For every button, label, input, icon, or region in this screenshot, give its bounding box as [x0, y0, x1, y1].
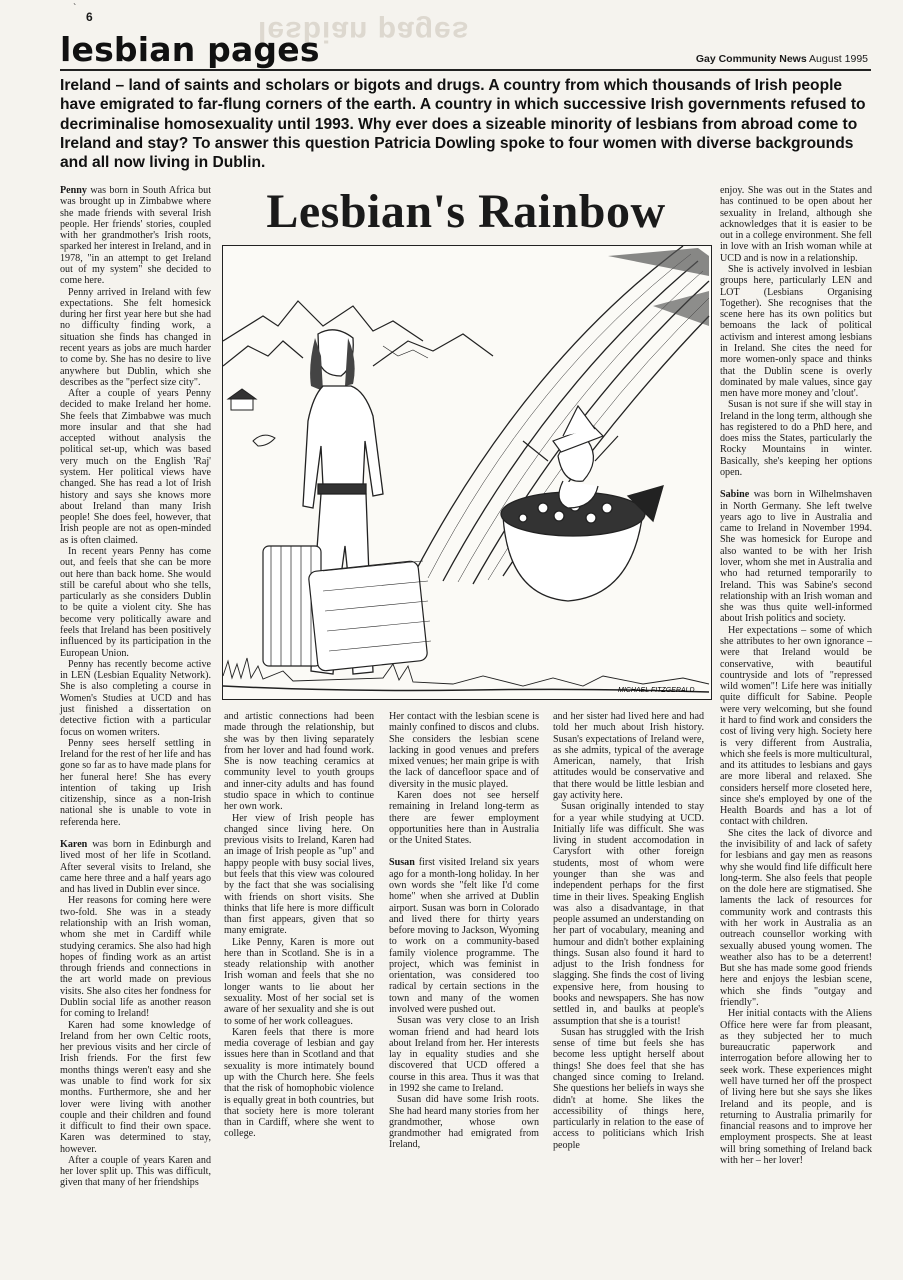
article-column-4	[553, 711, 704, 1151]
bird	[253, 435, 275, 446]
publication-name: Gay Community News	[695, 53, 807, 65]
paragraph: Her reasons for coming here were two-fold. She was in a steady relationship with an Irish woman, whom she met in Cardiff while studying ceramics. She also had high hopes of finding work as an artist through friends and connections in the art world made on previous visits. She also cites her fondness for Dublin social life as another reason for coming to Ireland!	[60, 895, 211, 1020]
leprechaun	[523, 406, 618, 508]
paragraph: Penny was born in South Africa but was brought up in Zimbabwe where she made friends with several Irish people. Her friends' stories, coupled with her grandmother's Irish roots, sparked her interest in Ireland, and in 1978, "in an attempt to get Ireland out of my system" she decided to come here.	[60, 185, 211, 287]
page-number: 6	[86, 10, 93, 24]
paragraph: Susan originally intended to stay for a year while studying at UCD. Initially life was difficult. She was living in student accomodation in Carysfort with other foreign students, most of whom were younger than she was and independent perhaps for the first time in their lives. Speaking English was also a disadvantage, in that people assumed an understanding on her part of vocabulary, meaning and humour and didn't bother explaining things. Susan also found it hard to adjust to the Irish fondness for slagging. She finds the cost of living expensive here, from housing to books and newspapers. She has now settled in, and baulks at people's assumption that she is a tourist!	[553, 801, 704, 1027]
article-headline: Lesbian's Rainbow	[266, 185, 666, 238]
issue-date: August 1995	[809, 53, 868, 65]
house	[228, 389, 256, 410]
profile-name-penny: Penny	[60, 185, 87, 196]
section-title: lesbian pages	[60, 30, 320, 69]
article-column-5	[720, 185, 872, 1166]
paragraph: In recent years Penny has come out, and feels that she can be more out here than back home. She would still be careful about who she tells, particularly as she considers Dublin to be quite a violent city. She has become very politically aware and feels that Ireland has been positively influenced by its participation in the European Union.	[60, 546, 211, 659]
paragraph: Penny arrived in Ireland with few expectations. She felt homesick during her first year here but she had no difficulty finding work, a situation she finds has changed in recent years as jobs are much harder to come by. She has no desire to live anywhere but Dublin, which she describes as the "perfect size city".	[60, 286, 211, 388]
paragraph: Susan is not sure if she will stay in Ireland in the long term, although she has registered to do a PhD here, and does miss the States, particularly the Rocky Mountains in winter. Basically, she's keeping her options open.	[720, 399, 872, 479]
mountains	[223, 301, 493, 366]
profile-name-karen: Karen	[60, 839, 88, 851]
article-column-2	[224, 711, 374, 1140]
issue-line	[696, 53, 868, 65]
paragraph: Susan did have some Irish roots. She had heard many stories from her grandmother, whose own grandmother had emigrated from Ireland,	[389, 1094, 539, 1151]
paragraph: She cites the lack of divorce and the invisibility of and lack of safety for lesbians and gay men as reasons why she would find life difficult here long-term. She also feels that people on the dole here are stigmatised. She laments the lack of resources for community work and contrasts this with her work in Australia as an outreach counsellor working with sexually abused young women. The weather also has to be a deterrent! But she has made some good friends here and enjoys the lesbian scene, which she finds "outgay and friendly".	[720, 827, 872, 1008]
corner-mark: `	[73, 3, 77, 14]
paragraph: Her contact with the lesbian scene is mainly confined to discos and clubs. She considers the lesbian scene lacking in good venues and prefers mixed venues; her main gripe is with the lack of dancefloor space and of diversity in the music played.	[389, 711, 539, 790]
profile-name-susan: Susan	[389, 857, 415, 869]
rainbow-illustration	[222, 245, 712, 700]
paragraph: Susan has struggled with the Irish sense of time but feels she has become less uptight herself about things! She does feel that she has changed since coming to Ireland. She questions her beliefs in ways she didn't at home. She likes the accessibility of things here, particularly in relation to the ease of access to politicians which Irish people	[553, 1026, 704, 1151]
paragraph: After a couple of years Penny decided to make Ireland her home. She feels that Zimbabwe was much more insular and that she had accepted without analysis the political set-up, which was based very much on the English 'Raj' system. Her political views have changed. She has read a lot of Irish history and says she knows more about Ireland than many Irish people! She does feel, however, that Irish people are not as open-minded as is often claimed.	[60, 388, 211, 546]
illustration-drawing	[223, 246, 711, 699]
paragraph: Susan was very close to an Irish woman friend and had heard lots about Ireland from her. Her interests lay in equality studies and she discovered that UCD offered a course in this area. Thus it was that in 1992 she came to Ireland.	[389, 1015, 539, 1094]
profile-name-sabine: Sabine	[720, 489, 750, 501]
paragraph: Penny sees herself settling in Ireland for the rest of her life and has gone so far as to have made plans for her funeral here! She has every intention of taking up Irish citizenship, since as a non-Irish national she is unable to vote in referenda here.	[60, 737, 211, 828]
paragraph: She is actively involved in lesbian groups here, particularly LEN and LOT (Lesbians Organising Together). She recognises that the scene here has its own politics but bemoans the lack of political activism and interest among lesbians in Ireland. She cites the need for more women-only space and thinks that the Dublin scene is overly dominated by male values, since gay men have more money and 'clout'.	[720, 263, 872, 400]
paragraph: After a couple of years Karen and her lover split up. This was difficult, given that many of her friendships	[60, 1154, 211, 1189]
standfirst: Ireland – land of saints and scholars or bigots and drugs. A country from which thousands of Irish people have emigrated to far-flung corners of the earth. A country in which successive Irish governments refused to decriminalise homosexuality until 1993. Why ever does a sizeable minority of lesbians from abroad come to Ireland and stay? To answer this question Patricia Dowling spoke to four women with diverse backgrounds and all now living in Dublin.	[60, 77, 866, 172]
paragraph: Karen was born in Edinburgh and lived most of her life in Scotland. After several visits to Ireland, she came here three and a half years ago and has lived in Dublin ever since.	[60, 839, 211, 896]
paragraph: Karen does not see herself remaining in Ireland long-term as there are fewer employment opportunities here than in Australia or the United States.	[389, 789, 539, 847]
artist-signature: MICHAEL FITZGERALD	[618, 687, 695, 694]
paragraph: Her expectations – some of which she attributes to her own ignorance – were that Ireland would be conservative, with beautiful countryside and lots of "repressed wild women"! Life here was initially quite difficult for Sabine. People were very welcoming, but she found it hard to find work and considers the cost of living very high. Society here is very different from Australia, which she feels is more multicultural, and its attitudes to lesbians and gays are more liberal and relaxed. She considers herself more closeted here, since she's employed by one of the Health Boards and has a lot of contact with children.	[720, 624, 872, 828]
article-column-1	[60, 185, 211, 1189]
paragraph: Her initial contacts with the Aliens Office here were far from pleasant, as they subjected her to much bureaucratic paperwork and interrogation before allowing her to seek work. These experiences might well have turned her off the prospect of living here but she says she likes Ireland and its people, and is returning to Australia primarily for financial reasons and to improve her employment prospects. She at least will bring something of Ireland back with her – her lover!	[720, 1008, 872, 1166]
paragraph: Like Penny, Karen is more out here than in Scotland. She is in a steady relationship with another Irish woman and feels that she no longer wants to lie about her sexuality. Most of her social set is aware of her sexuality and she is out to some of her work colleagues.	[224, 936, 374, 1027]
show-through-text: lesbian pages	[258, 15, 470, 48]
article-column-3	[389, 711, 539, 1151]
paragraph: Penny has recently become active in LEN (Lesbian Equality Network). She is also completing a course in Women's Studies at UCD and has just finished a dissertation on detective fiction with a particular focus on women writers.	[60, 658, 211, 738]
paragraph: Sabine was born in Wilhelmshaven in North Germany. She left twelve years ago to live in Australia and came to Ireland in November 1994. She was homesick for Europe and also wanted to be with her Irish lover, whom she met in Australia and who had returned temporarily to Ireland. This was Sabine's second relationship with an Irish woman and she was thus quite well-informed about Irish politics and society.	[720, 489, 872, 625]
paragraph: Her view of Irish people has changed since living here. On previous visits to Ireland, Karen had an image of Irish people as "up" and happy people with busy social lives, but feels that this view was coloured by the fact that she was socialising with friends on short visits. She thinks that life here is more difficult than first appears, given that so many emigrate.	[224, 812, 374, 937]
paragraph: Karen had some knowledge of Ireland from her own Celtic roots, her previous visits and her circle of Irish friends. For the first few months things weren't easy and she was unable to find work for six months. Furthermore, she and her lover were living with another couple and their children and found it difficult to find their own space. Karen was determined to stay, however.	[60, 1019, 211, 1155]
paragraph: and her sister had lived here and had told her much about Irish history. Susan's expectations of Ireland were, as she admits, typical of the average American, namely, that Irish attitudes would be conservative and that there would be little lesbian and gay activity here.	[553, 711, 704, 801]
paragraph: Karen feels that there is more media coverage of lesbian and gay issues here than in Scotland and that sexuality is more intimately bound up with the Church here. She feels that the risk of homophobic violence is equally great in both countries, but that society here is more tolerant than in Cardiff, where she went to college.	[224, 1026, 374, 1140]
paragraph: enjoy. She was out in the States and has continued to be open about her sexuality in Ireland, although she acknowledges that it is easier to be out in a college environment. She fell in love with an Irish woman while at UCD and is now in a relationship.	[720, 185, 872, 264]
header-rule	[60, 69, 871, 71]
paragraph: and artistic connections had been made through the relationship, but she was by then living separately from her lover and had found work. She is now teaching ceramics at community level to youth groups and inner-city adults and has found studio space in which to continue her own work.	[224, 711, 374, 813]
paragraph: Susan first visited Ireland six years ago for a month-long holiday. In her own words she "felt like I'd come home" when she arrived at Dublin airport. Susan was born in Colorado and lived there for thirty years before moving to Jackson, Wyoming to work on a community-based family violence programme. The project, which was feminist in orientation, was considered too radical by certain sections in the town and many of the women involved were pushed out.	[389, 857, 539, 1016]
